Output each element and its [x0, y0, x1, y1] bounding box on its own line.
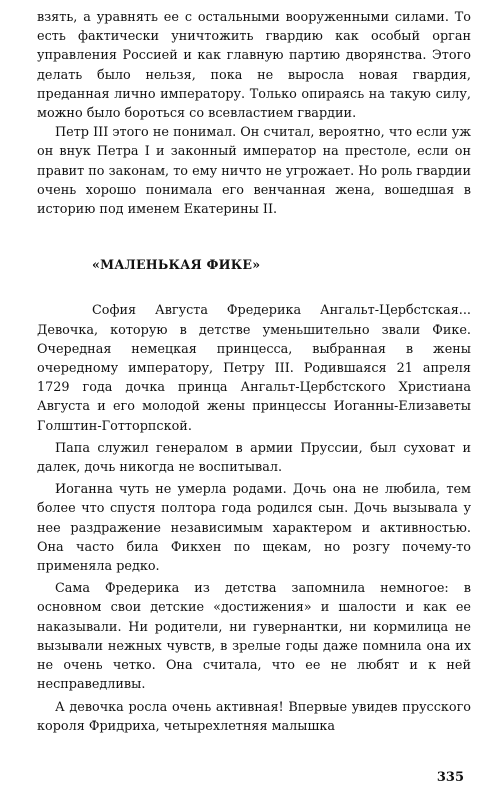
paragraph: взять, а уравнять ее с остальными вооруженными силами. То есть фактически уничтожить гвардию как особый орган управления Россией и как главную партию дворянства. Этого делать было нельзя, пока не выросла новая гвардия, преданная лично императору. Только опираясь на такую силу, можно было бороться со всевластием гвардии. [37, 10, 471, 122]
chapter-heading: «МАЛЕНЬКАЯ ФИКЕ» [92, 257, 261, 273]
page-body [37, 8, 471, 736]
page-number: 335 [436, 770, 464, 785]
paragraph: А девочка росла очень активная! Впервые увидев прусского короля Фридриха, четырехлетняя малышка [37, 699, 471, 734]
paragraph: Сама Фредерика из детства запомнила немногое: в основном свои детские «достижения» и шалости и как ее наказывали. Ни родители, ни гувернантки, ни кормилица не вызывали нежных чувств, в зрелые годы даже помнила она их не очень четко. Она считала, что ее не любят и к ней несправедливы. [37, 581, 471, 693]
paragraph: Папа служил генералом в армии Пруссии, был суховат и далек, дочь никогда не воспитывал. [37, 440, 471, 476]
paragraph: София Августа Фредерика Ангальт-Цербстская... Девочка, которую в детстве уменьшительно звали Фике. Очередная немецкая принцесса, выбранная в жены очередному императору, Петру III. Родившаяся 21 апреля 1729 года дочка принца Ангальт-Цербстского Христиана Августа и его молодой жены принцессы Иоганны-Елизаветы Голштин-Готторпской. [37, 303, 471, 434]
paragraph: Иоганна чуть не умерла родами. Дочь она не любила, тем более что спустя полтора года родился сын. Дочь вызывала у нее раздражение независимым характером и активностью. Она часто била Фикхен по щекам, но розгу почему-то применяла редко. [37, 482, 471, 575]
paragraph: Петр III этого не понимал. Он считал, вероятно, что если уж он внук Петра I и законный император на престоле, если он правит по законам, то ему ничто не угрожает. Но роль гвардии очень хорошо понимала его венчанная жена, вошедшая в историю под именем Екатерины II. [37, 125, 471, 218]
